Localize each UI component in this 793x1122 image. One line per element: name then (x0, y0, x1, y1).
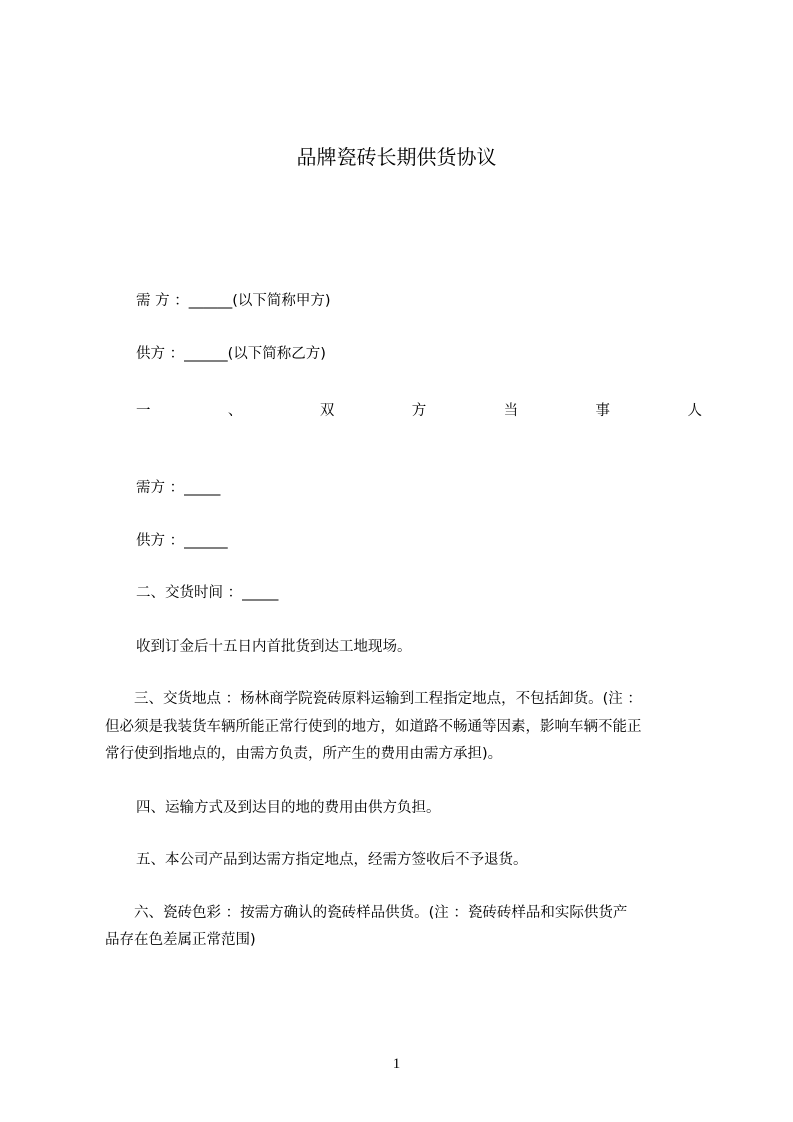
section2-delivery-time: 二、交货时间 ：_____ (136, 585, 279, 601)
heading-char: 、 (227, 403, 243, 419)
section3-line: 三、交货地点 ：杨林商学院瓷砖原料运输到工程指定地点，不包括卸货。(注 ： (134, 691, 642, 707)
heading-char: 一 (136, 403, 151, 419)
section1-heading (136, 399, 702, 420)
heading-char: 双 (319, 403, 335, 419)
section4: 四、运输方式及到达目的地的费用由供方负担。 (136, 800, 441, 816)
section6-line: 六、瓷砖色彩 ：按需方确认的瓷砖样品供货。(注 ：瓷砖砖样品和实际供货产 (134, 905, 628, 921)
section5: 五、本公司产品到达需方指定地点，经需方签收后不予退货。 (136, 852, 528, 868)
section3-line: 但必须是我装货车辆所能正常行使到的地方，如道路不畅通等因素，影响车辆不能正 (105, 719, 642, 735)
supply-field: 供方 ：______ (136, 533, 228, 549)
document-title: 品牌瓷砖长期供货协议 (296, 145, 497, 169)
section3-line: 常行使到指地点的，由需方负责，所产生的费用由需方承担)。 (105, 746, 503, 762)
party-demand-intro: 需 方 ：______(以下简称甲方) (136, 293, 331, 309)
heading-char: 当 (503, 403, 519, 419)
heading-char: 方 (411, 403, 427, 419)
heading-char: 人 (687, 403, 702, 419)
demand-field: 需方 ：_____ (136, 480, 221, 496)
section2-body: 收到订金后十五日内首批货到达工地现场。 (136, 639, 412, 655)
party-supply-intro: 供方 ：______(以下简称乙方) (136, 346, 326, 362)
page-number: 1 (392, 1056, 401, 1072)
section6-line: 品存在色差属正常范围) (105, 932, 256, 948)
heading-char: 事 (595, 403, 611, 419)
